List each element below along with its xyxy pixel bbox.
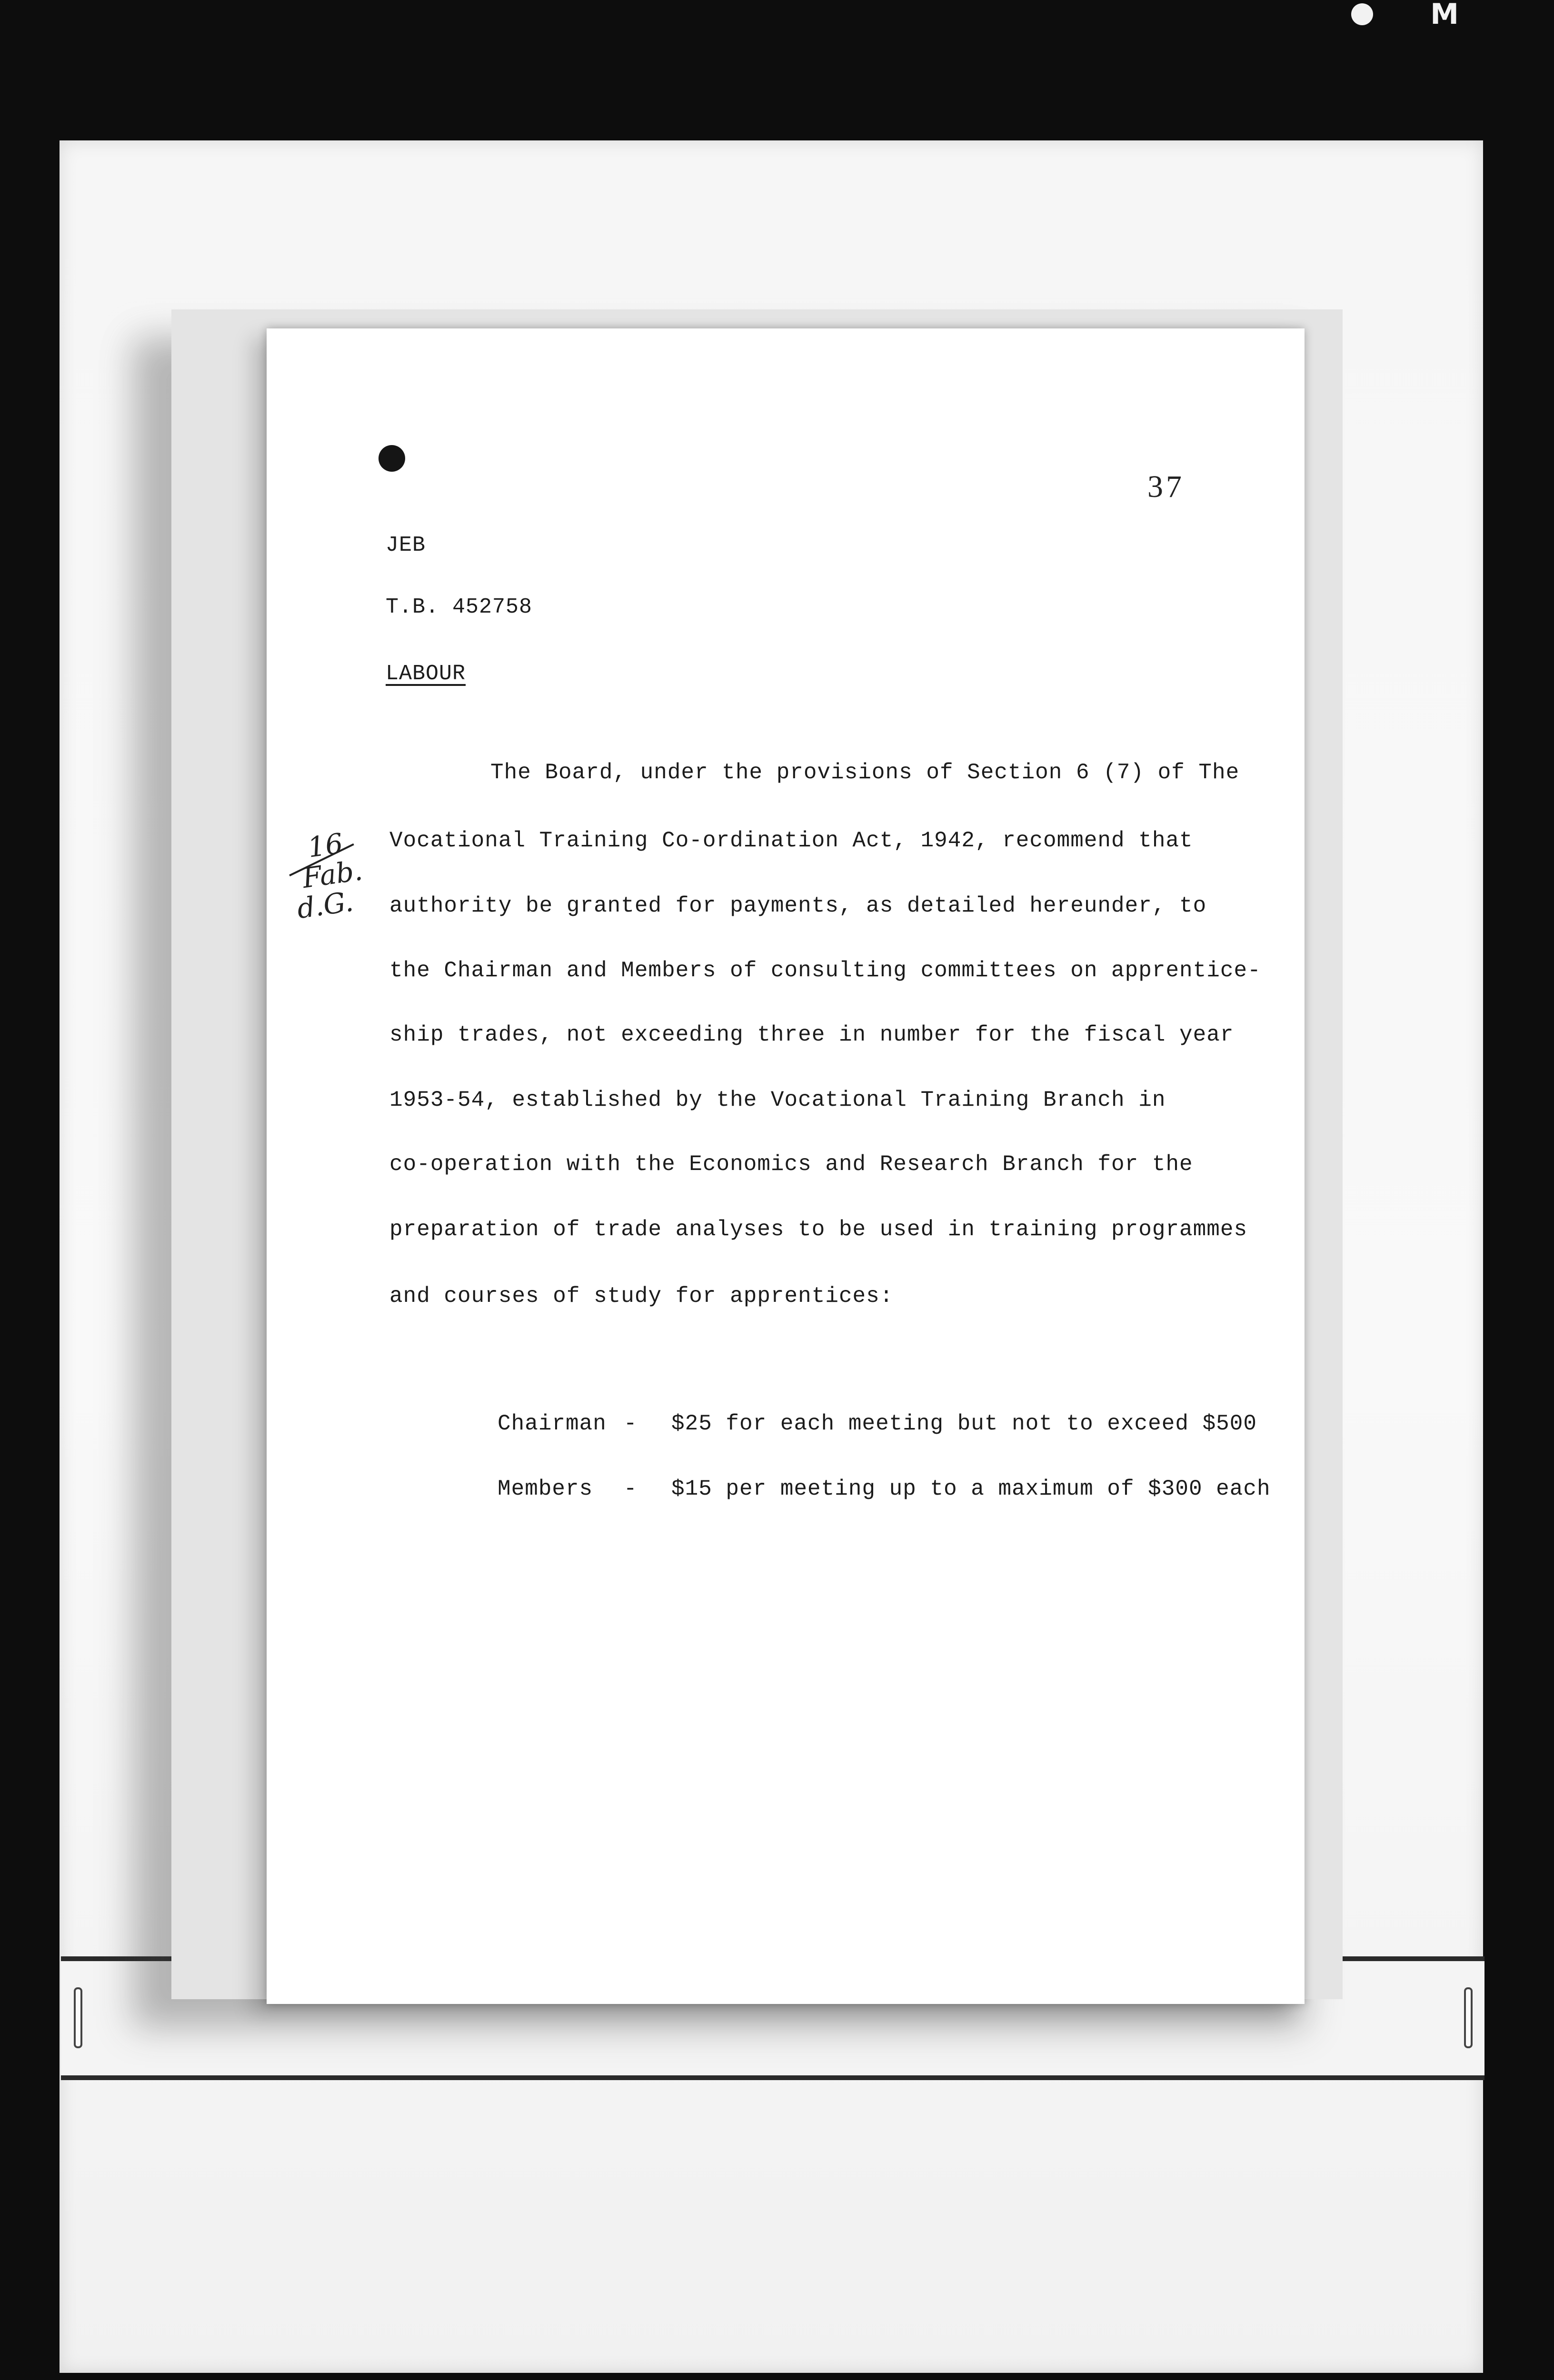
payment-row-members	[498, 1477, 1271, 1501]
payment-role: Members	[498, 1477, 593, 1501]
film-frame-marks	[1351, 0, 1459, 29]
page-number: 37	[1147, 469, 1185, 504]
paragraph-line: 1953-54, established by the Vocational Training Branch in	[389, 1088, 1166, 1112]
margin-note-line: Fab.	[300, 854, 365, 895]
payment-row-chairman	[498, 1411, 1257, 1436]
payment-terms: $15 per meeting up to a maximum of $300 each	[671, 1477, 1271, 1501]
punch-hole	[379, 445, 405, 472]
initials: JEB	[386, 533, 426, 557]
margin-note-line: 16	[305, 827, 345, 864]
frame-dot-mark	[1351, 3, 1373, 25]
paragraph-line: Vocational Training Co-ordination Act, 1942, recommend that	[389, 828, 1193, 853]
payment-separator: -	[624, 1477, 638, 1501]
handwritten-margin-note	[287, 826, 369, 924]
paragraph-line: preparation of trade analyses to be used in training programmes	[389, 1217, 1248, 1242]
paragraph-line: authority be granted for payments, as detailed hereunder, to	[389, 893, 1207, 918]
paragraph-line: and courses of study for apprentices:	[389, 1284, 894, 1309]
payment-separator: -	[624, 1411, 638, 1436]
margin-note-line: d.G.	[295, 885, 356, 925]
payment-role: Chairman	[498, 1411, 607, 1436]
paragraph-line: the Chairman and Members of consulting committees on apprentice-	[389, 958, 1261, 983]
department-heading: LABOUR	[386, 662, 466, 686]
clip-slot-right	[1464, 1987, 1473, 2048]
clip-slot-left	[74, 1987, 82, 2048]
frame-corner-mark: M	[1430, 0, 1459, 31]
tb-number: T.B. 452758	[386, 595, 533, 619]
paragraph-line: ship trades, not exceeding three in number for the fiscal year	[389, 1022, 1234, 1047]
paragraph-line: co-operation with the Economics and Research Branch for the	[389, 1152, 1193, 1177]
paragraph-line: The Board, under the provisions of Section 6 (7) of The	[490, 760, 1240, 785]
payment-terms: $25 for each meeting but not to exceed $500	[671, 1411, 1257, 1436]
